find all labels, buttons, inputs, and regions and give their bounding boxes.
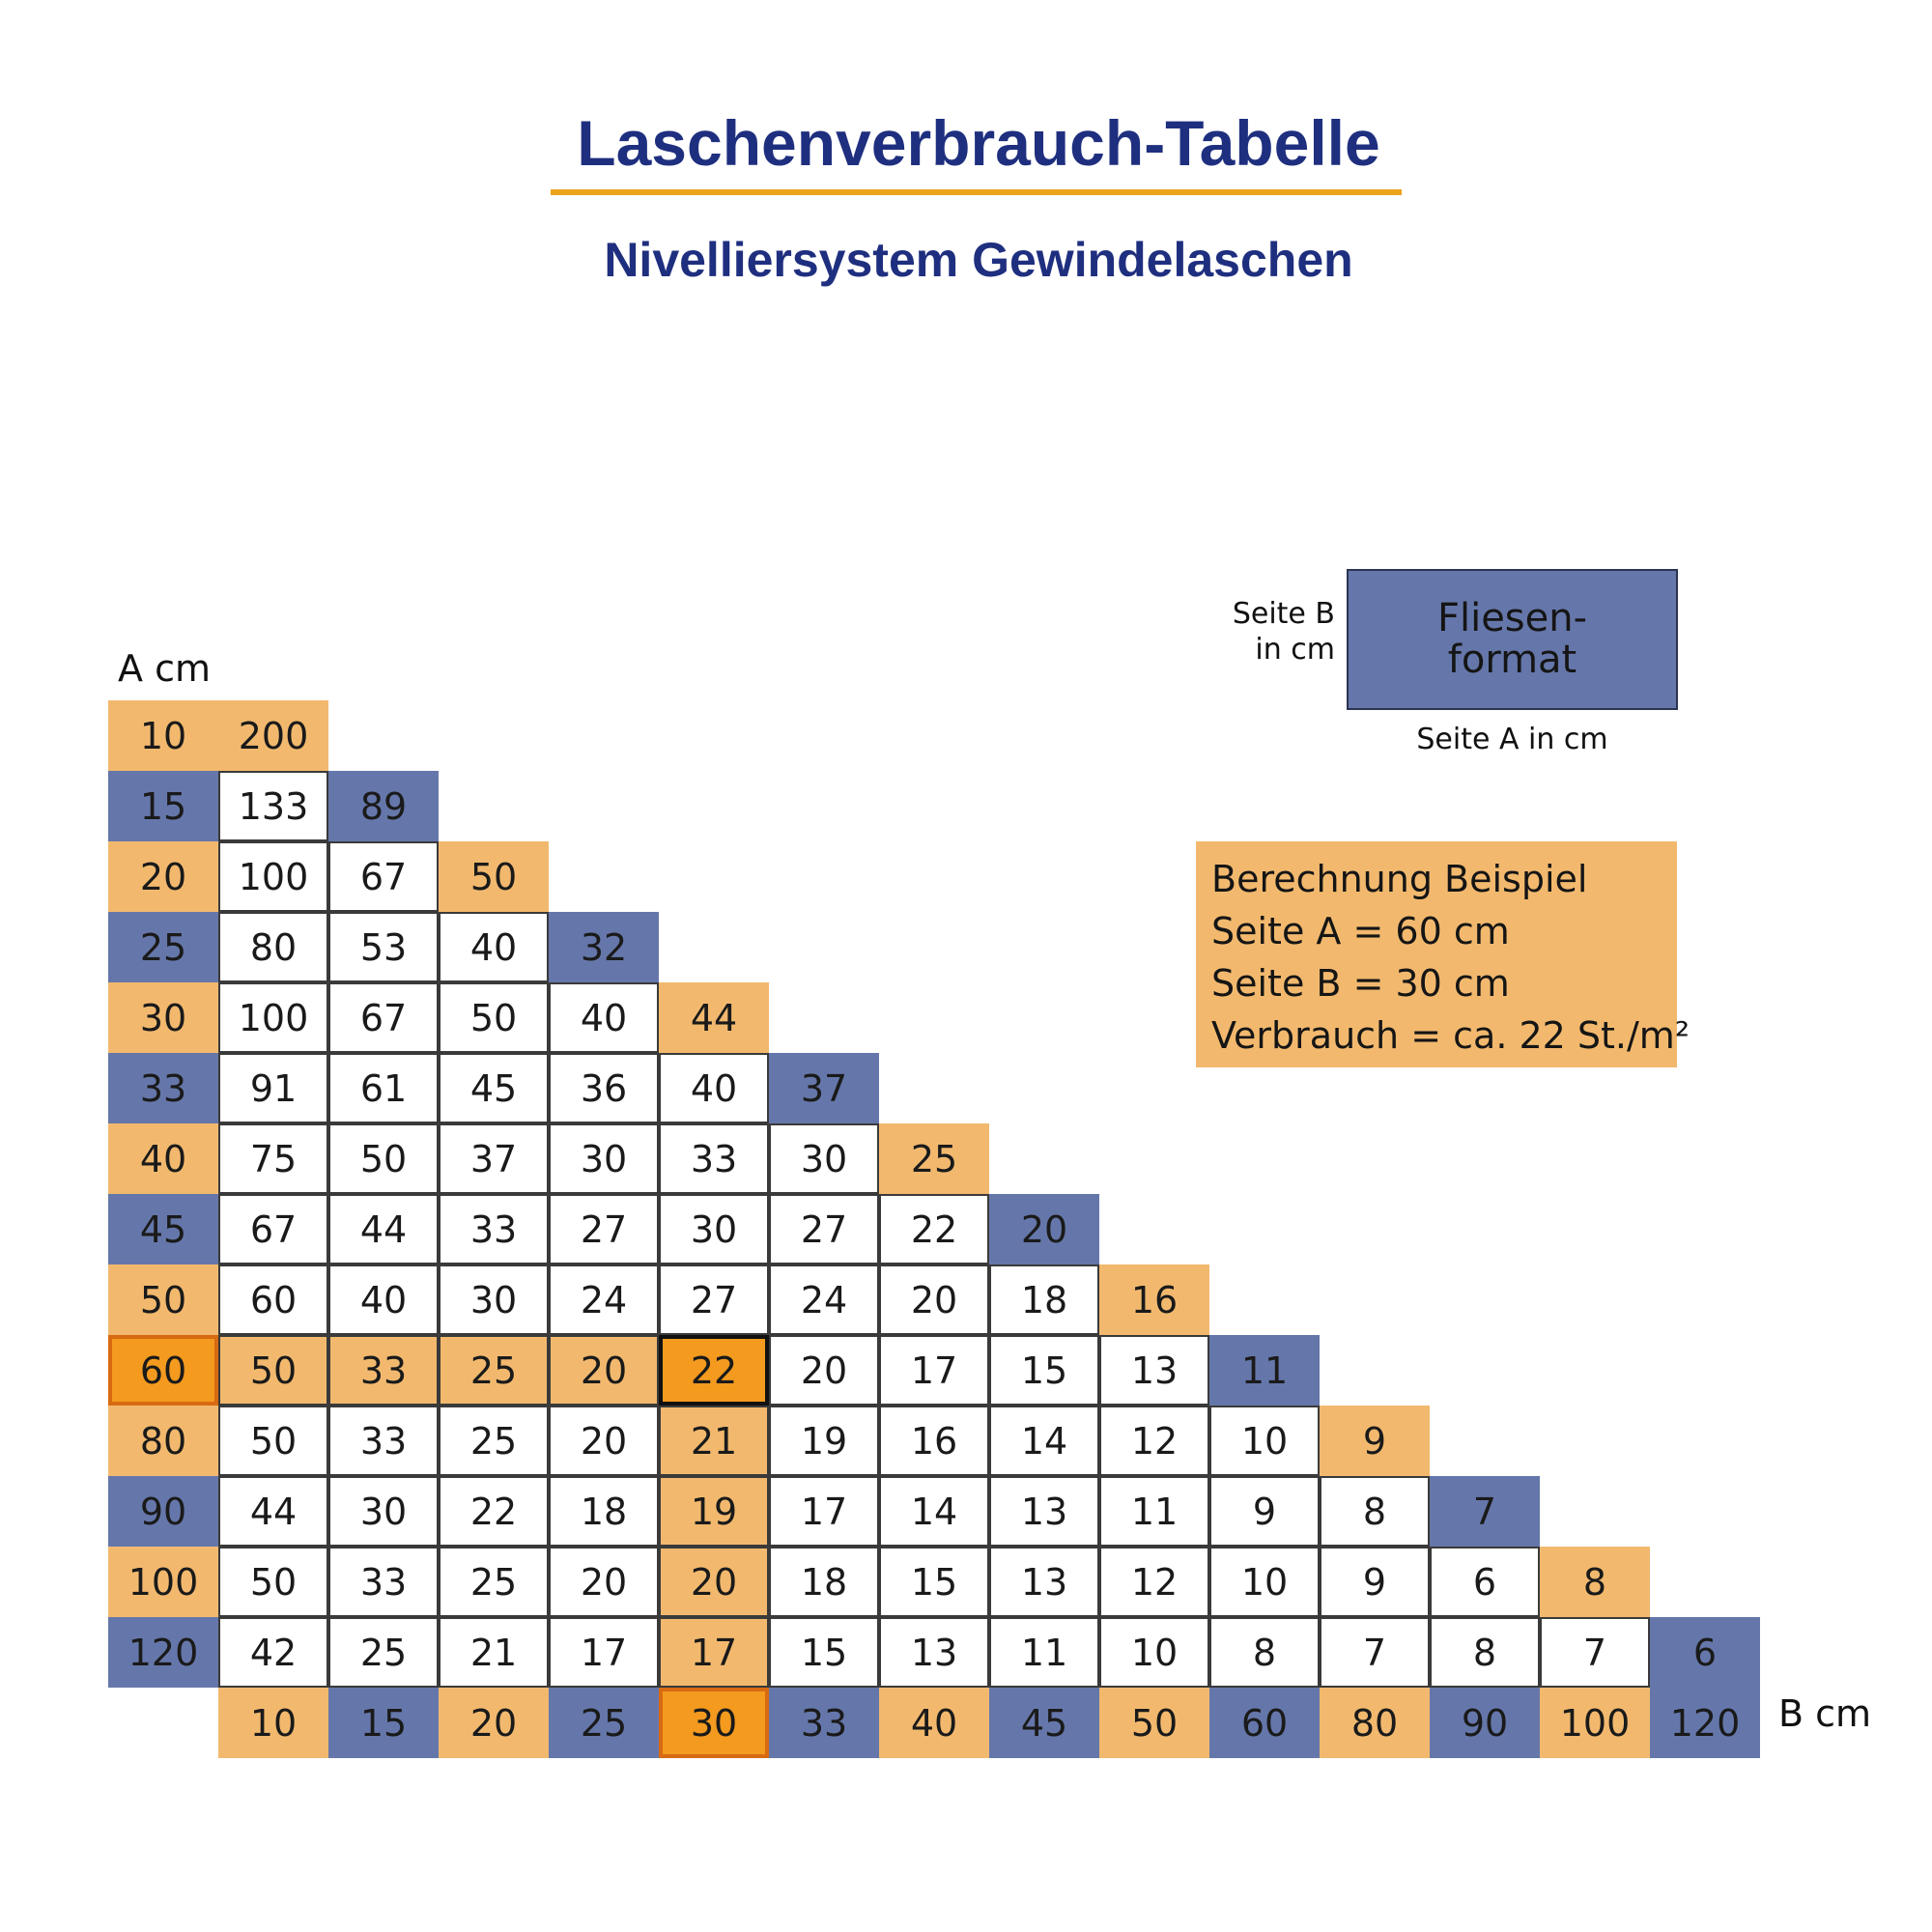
table-cell-a100-b40: 15 [879,1547,989,1617]
table-cell-a90-b20: 22 [439,1476,549,1547]
table-cell-a80-b25: 20 [549,1406,659,1476]
table-cell-a100-b30: 20 [659,1547,769,1617]
table-cell-a80-b33: 19 [769,1406,879,1476]
row-header-a-40: 40 [108,1123,218,1194]
table-cell-a30-b25: 40 [549,982,659,1053]
col-axis-label: B cm [1778,1692,1872,1735]
table-cell-a50-b50: 16 [1099,1264,1209,1335]
table-cell-a25-b15: 53 [328,912,439,982]
row-header-a-20: 20 [108,841,218,912]
table-cell-a30-b20: 50 [439,982,549,1053]
table-cell-a50-b20: 30 [439,1264,549,1335]
col-header-b-60: 60 [1209,1688,1320,1758]
row-header-a-50: 50 [108,1264,218,1335]
table-cell-a50-b25: 24 [549,1264,659,1335]
table-cell-a90-b40: 14 [879,1476,989,1547]
example-side-b: Seite B = 30 cm [1211,962,1510,1005]
table-cell-a120-b10: 42 [218,1617,328,1688]
legend-tile-format-box: Fliesen- format [1347,569,1678,710]
table-cell-a30-b15: 67 [328,982,439,1053]
table-cell-a60-b25: 20 [549,1335,659,1406]
table-cell-a50-b30: 27 [659,1264,769,1335]
table-cell-a60-b30: 22 [659,1335,769,1406]
table-cell-a120-b100: 7 [1540,1617,1650,1688]
table-cell-a20-b10: 100 [218,841,328,912]
table-cell-a100-b25: 20 [549,1547,659,1617]
table-cell-a25-b10: 80 [218,912,328,982]
col-header-b-33: 33 [769,1688,879,1758]
table-cell-a40-b33: 30 [769,1123,879,1194]
legend-side-a-label: Seite A in cm [1416,723,1608,756]
table-cell-a100-b50: 12 [1099,1547,1209,1617]
table-cell-a90-b60: 9 [1209,1476,1320,1547]
table-cell-a60-b20: 25 [439,1335,549,1406]
table-cell-a90-b80: 8 [1320,1476,1430,1547]
example-side-a: Seite A = 60 cm [1211,910,1510,952]
row-axis-label: A cm [118,647,211,690]
table-cell-a100-b100: 8 [1540,1547,1650,1617]
table-cell-a40-b30: 33 [659,1123,769,1194]
table-cell-a100-b90: 6 [1430,1547,1540,1617]
table-cell-a120-b90: 8 [1430,1617,1540,1688]
table-cell-a45-b20: 33 [439,1194,549,1264]
table-cell-a100-b45: 13 [989,1547,1099,1617]
table-cell-a60-b60: 11 [1209,1335,1320,1406]
row-header-a-30: 30 [108,982,218,1053]
row-header-a-120: 120 [108,1617,218,1688]
table-cell-a25-b25: 32 [549,912,659,982]
col-header-b-80: 80 [1320,1688,1430,1758]
table-cell-a40-b25: 30 [549,1123,659,1194]
legend-side-b-label: Seite B in cm [1232,597,1335,667]
row-header-a-90: 90 [108,1476,218,1547]
table-cell-a120-b15: 25 [328,1617,439,1688]
col-header-b-30: 30 [659,1688,769,1758]
row-header-a-45: 45 [108,1194,218,1264]
table-cell-a33-b25: 36 [549,1053,659,1123]
table-cell-a33-b15: 61 [328,1053,439,1123]
example-calculation-box [1196,841,1690,1067]
table-cell-a100-b15: 33 [328,1547,439,1617]
table-cell-a90-b25: 18 [549,1476,659,1547]
table-cell-a90-b10: 44 [218,1476,328,1547]
table-cell-a80-b30: 21 [659,1406,769,1476]
page-subtitle: Nivelliersystem Gewindelaschen [604,233,1353,287]
table-cell-a50-b10: 60 [218,1264,328,1335]
table-cell-a60-b15: 33 [328,1335,439,1406]
row-header-a-100: 100 [108,1547,218,1617]
table-cell-a45-b40: 22 [879,1194,989,1264]
table-cell-a33-b10: 91 [218,1053,328,1123]
table-cell-a45-b33: 27 [769,1194,879,1264]
table-cell-a100-b33: 18 [769,1547,879,1617]
table-cell-a120-b30: 17 [659,1617,769,1688]
table-cell-a90-b30: 19 [659,1476,769,1547]
table-cell-a120-b20: 21 [439,1617,549,1688]
row-header-a-10: 10 [108,700,218,771]
table-cell-a90-b90: 7 [1430,1476,1540,1547]
table-cell-a20-b15: 67 [328,841,439,912]
table-cell-a90-b33: 17 [769,1476,879,1547]
table-cell-a45-b10: 67 [218,1194,328,1264]
table-cell-a80-b15: 33 [328,1406,439,1476]
col-header-b-10: 10 [218,1688,328,1758]
table-cell-a120-b80: 7 [1320,1617,1430,1688]
table-cell-a20-b20: 50 [439,841,549,912]
table-cell-a45-b45: 20 [989,1194,1099,1264]
table-cell-a40-b20: 37 [439,1123,549,1194]
table-cell-a60-b40: 17 [879,1335,989,1406]
table-cell-a15-b15: 89 [328,771,439,841]
table-cell-a80-b60: 10 [1209,1406,1320,1476]
col-header-b-40: 40 [879,1688,989,1758]
table-cell-a60-b10: 50 [218,1335,328,1406]
table-cell-a100-b20: 25 [439,1547,549,1617]
example-consumption: Verbrauch = ca. 22 St./m² [1211,1014,1690,1057]
table-cell-a45-b30: 30 [659,1194,769,1264]
table-cell-a50-b15: 40 [328,1264,439,1335]
table-cell-a45-b25: 27 [549,1194,659,1264]
table-cell-a100-b10: 50 [218,1547,328,1617]
col-header-b-90: 90 [1430,1688,1540,1758]
table-cell-a120-b60: 8 [1209,1617,1320,1688]
table-cell-a100-b80: 9 [1320,1547,1430,1617]
table-cell-a60-b33: 20 [769,1335,879,1406]
table-cell-a120-b40: 13 [879,1617,989,1688]
table-cell-a90-b50: 11 [1099,1476,1209,1547]
table-cell-a120-b33: 15 [769,1617,879,1688]
table-cell-a80-b40: 16 [879,1406,989,1476]
table-cell-a30-b10: 100 [218,982,328,1053]
table-cell-a45-b15: 44 [328,1194,439,1264]
row-header-a-25: 25 [108,912,218,982]
row-header-a-33: 33 [108,1053,218,1123]
col-header-b-15: 15 [328,1688,439,1758]
table-cell-a120-b120: 6 [1650,1617,1760,1688]
table-cell-a120-b25: 17 [549,1617,659,1688]
row-header-a-15: 15 [108,771,218,841]
table-cell-a25-b20: 40 [439,912,549,982]
col-header-b-20: 20 [439,1688,549,1758]
table-cell-a33-b33: 37 [769,1053,879,1123]
table-cell-a33-b20: 45 [439,1053,549,1123]
table-cell-a120-b45: 11 [989,1617,1099,1688]
table-cell-a90-b45: 13 [989,1476,1099,1547]
col-header-b-100: 100 [1540,1688,1650,1758]
table-cell-a90-b15: 30 [328,1476,439,1547]
table-cell-a120-b50: 10 [1099,1617,1209,1688]
table-cell-a80-b10: 50 [218,1406,328,1476]
row-header-a-80: 80 [108,1406,218,1476]
table-cell-a30-b30: 44 [659,982,769,1053]
table-cell-a50-b33: 24 [769,1264,879,1335]
table-cell-a60-b45: 15 [989,1335,1099,1406]
row-header-a-60: 60 [108,1335,218,1406]
example-heading: Berechnung Beispiel [1211,858,1588,900]
table-cell-a80-b50: 12 [1099,1406,1209,1476]
table-cell-a10-b10: 200 [218,700,328,771]
table-cell-a50-b40: 20 [879,1264,989,1335]
col-header-b-45: 45 [989,1688,1099,1758]
table-cell-a40-b10: 75 [218,1123,328,1194]
col-header-b-50: 50 [1099,1688,1209,1758]
table-cell-a80-b80: 9 [1320,1406,1430,1476]
table-cell-a80-b45: 14 [989,1406,1099,1476]
col-header-b-25: 25 [549,1688,659,1758]
table-cell-a40-b15: 50 [328,1123,439,1194]
table-cell-a80-b20: 25 [439,1406,549,1476]
page-title: Laschenverbrauch-Tabelle [577,107,1380,179]
col-header-b-120: 120 [1650,1688,1760,1758]
table-cell-a15-b10: 133 [218,771,328,841]
table-cell-a40-b40: 25 [879,1123,989,1194]
table-cell-a33-b30: 40 [659,1053,769,1123]
table-cell-a100-b60: 10 [1209,1547,1320,1617]
table-cell-a60-b50: 13 [1099,1335,1209,1406]
table-cell-a50-b45: 18 [989,1264,1099,1335]
